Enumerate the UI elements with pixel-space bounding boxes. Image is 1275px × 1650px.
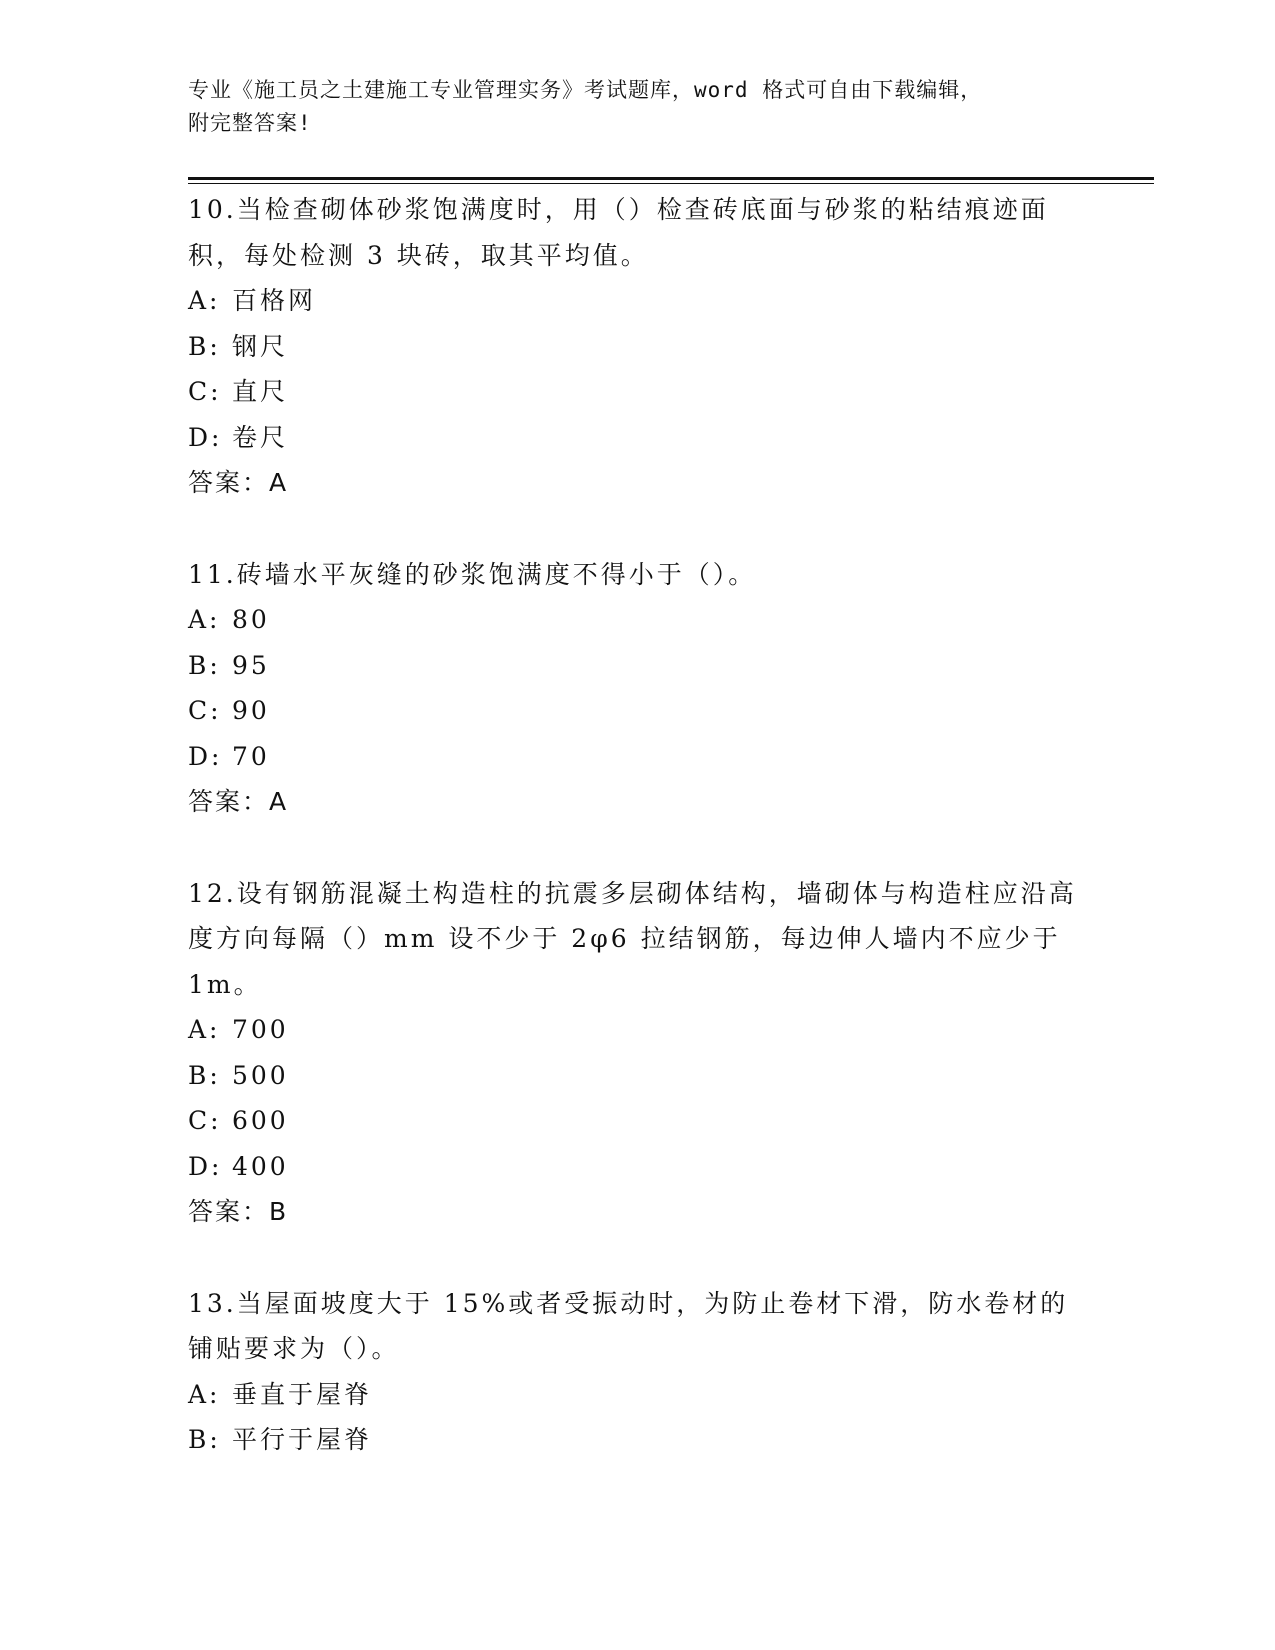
question-text: 11.砖墙水平灰缝的砂浆饱满度不得小于（）。 — [188, 559, 757, 589]
option-b — [188, 1053, 1088, 1099]
option-b — [188, 324, 1088, 370]
option-d — [188, 1144, 1088, 1190]
option-key: C: — [188, 377, 222, 406]
option-c — [188, 369, 1088, 415]
answer-line: 答案：B — [188, 1197, 289, 1226]
option-a — [188, 1372, 1088, 1418]
option-a — [188, 1007, 1088, 1053]
option-value: 直尺 — [232, 377, 289, 406]
option-value: 百格网 — [232, 286, 317, 315]
option-key: A: — [188, 1379, 221, 1409]
option-value: 垂直于屋脊 — [232, 1379, 373, 1409]
option-key: D: — [188, 422, 223, 452]
question-spacer — [188, 825, 1088, 871]
option-value: 卷尺 — [232, 422, 289, 452]
option-key: B: — [188, 1425, 221, 1454]
question-text: 12.设有钢筋混凝土构造柱的抗震多层砌体结构，墙砌体与构造柱应沿高度方向每隔（）mm 设不少于 2φ6 拉结钢筋，每边伸人墙内不应少于1m。 — [188, 878, 1077, 999]
option-value: 70 — [232, 741, 270, 771]
option-value: 95 — [232, 650, 270, 680]
option-a — [188, 278, 1088, 324]
option-value: 700 — [232, 1015, 289, 1044]
option-d — [188, 415, 1088, 461]
question-10 — [188, 187, 1088, 506]
option-key: C: — [188, 1106, 222, 1135]
option-b — [188, 643, 1088, 689]
question-spacer — [188, 506, 1088, 552]
option-value: 90 — [232, 696, 270, 725]
option-a — [188, 597, 1088, 643]
option-d — [188, 734, 1088, 780]
header-divider-thick — [188, 177, 1154, 180]
question-12 — [188, 871, 1088, 1235]
option-b — [188, 1417, 1088, 1463]
answer-line: 答案：A — [188, 468, 289, 497]
option-key: B: — [188, 1060, 221, 1090]
option-value: 钢尺 — [232, 331, 289, 361]
option-value: 400 — [232, 1151, 289, 1181]
option-key: A: — [188, 286, 221, 315]
question-13 — [188, 1281, 1088, 1463]
question-text: 13.当屋面坡度大于 15%或者受振动时，为防止卷材下滑，防水卷材的铺贴要求为（）。 — [188, 1288, 1069, 1363]
option-key: C: — [188, 696, 222, 725]
option-value: 平行于屋脊 — [232, 1425, 373, 1454]
option-c — [188, 688, 1088, 734]
option-key: D: — [188, 741, 223, 771]
header-divider-thin — [188, 183, 1154, 184]
document-header — [188, 74, 1088, 140]
option-value: 600 — [232, 1106, 289, 1135]
question-11 — [188, 552, 1088, 825]
option-key: A: — [188, 1015, 221, 1044]
header-line-2: 附完整答案! — [188, 111, 312, 135]
header-line-1: 专业《施工员之土建施工专业管理实务》考试题库，word 格式可自由下载编辑， — [188, 78, 983, 102]
question-text: 10.当检查砌体砂浆饱满度时，用（）检查砖底面与砂浆的粘结痕迹面积，每处检测 3 块砖，取其平均值。 — [188, 195, 1049, 270]
question-list — [188, 187, 1088, 1463]
option-value: 80 — [232, 605, 270, 634]
answer-line: 答案：A — [188, 787, 289, 816]
option-key: B: — [188, 331, 221, 361]
option-key: B: — [188, 650, 221, 680]
option-key: A: — [188, 605, 221, 634]
question-spacer — [188, 1235, 1088, 1281]
option-key: D: — [188, 1151, 223, 1181]
option-c — [188, 1098, 1088, 1144]
option-value: 500 — [232, 1060, 289, 1090]
